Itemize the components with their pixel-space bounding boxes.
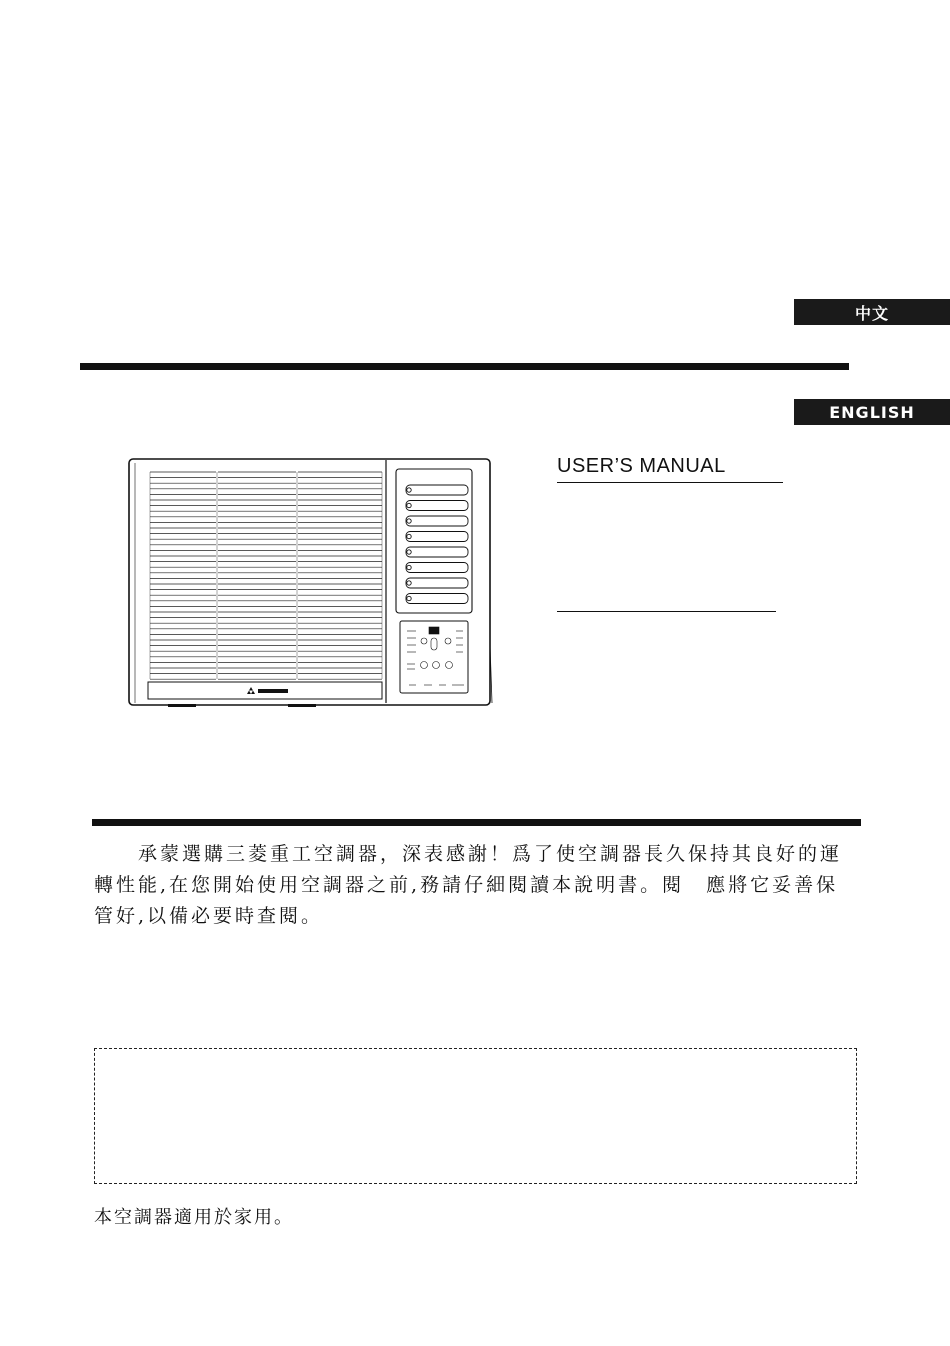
intro-line: 轉性能,在您開始使用空調器之前,務請仔細閱讀本說明書。閱 應將它妥善保	[94, 874, 839, 896]
manual-title: USER’S MANUAL	[557, 455, 726, 477]
model-underline	[557, 611, 776, 612]
air-conditioner-illustration	[126, 455, 496, 710]
household-use-note: 本空調器適用於家用。	[94, 1207, 294, 1228]
title-underline	[557, 482, 783, 483]
intro-paragraph	[94, 839, 864, 932]
tab-english[interactable]: ENGLISH	[794, 399, 950, 425]
section-divider	[92, 819, 861, 826]
notice-box	[94, 1048, 857, 1184]
tab-chinese[interactable]: 中文	[794, 299, 950, 325]
intro-line: 管好,以備必要時查閱。	[94, 905, 324, 927]
intro-line: 承蒙選購三菱重工空調器，深表感謝！爲了使空調器長久保持其良好的運	[94, 843, 843, 865]
top-divider	[80, 363, 849, 370]
